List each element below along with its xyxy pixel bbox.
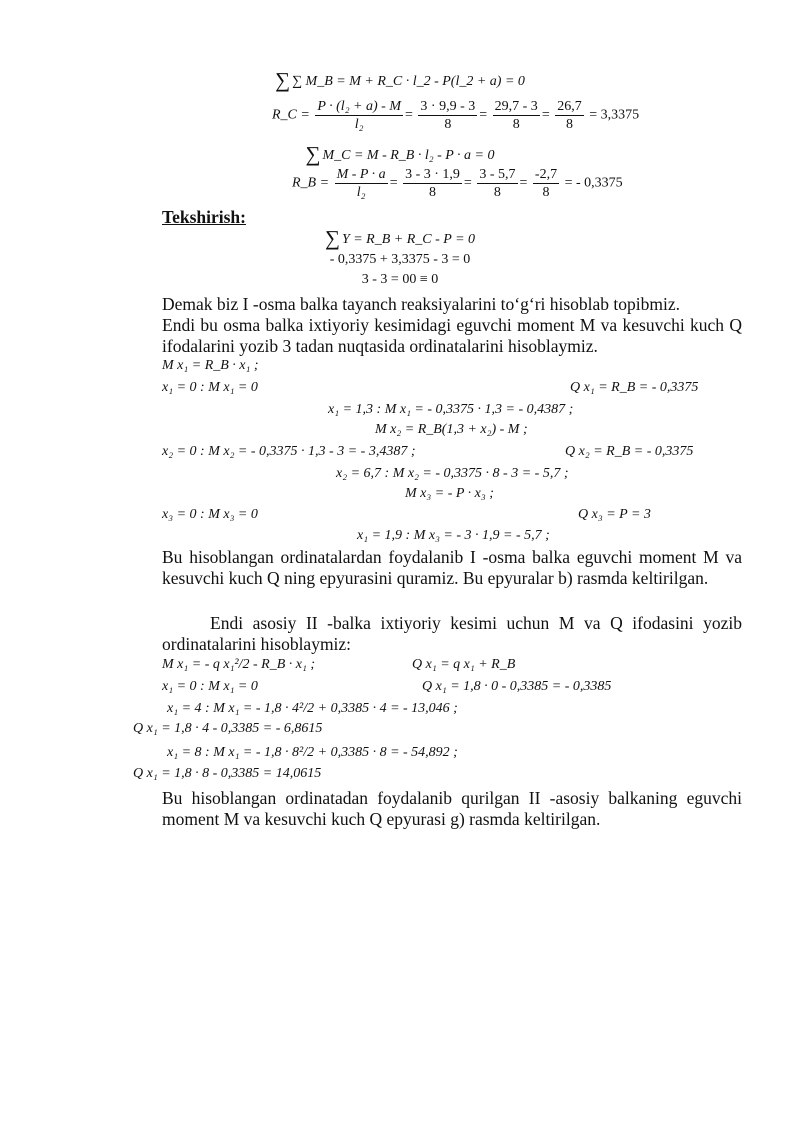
numerator: 29,7 - 3 <box>494 99 538 114</box>
ii-x1-zero-moment: x₁ = 0 : M x₁ = 0 <box>162 679 258 694</box>
mx2-definition: M x₂ = R_B(1,3 + x₂) - M ; <box>375 422 528 437</box>
rc-result: = 3,3375 <box>589 107 640 123</box>
equation-text: M_C = M - R_B · l₂ - P · a = 0 <box>322 148 495 163</box>
rb-lhs: R_B = <box>292 175 330 191</box>
denominator: 8 <box>512 117 520 132</box>
check-heading: Tekshirish: <box>162 207 246 227</box>
check-line-3: 3 - 3 = 00 ≡ 0 <box>361 272 439 287</box>
sigma-symbol: ∑ <box>275 68 291 92</box>
sigma-symbol: ∑ <box>324 226 340 250</box>
fraction <box>403 166 462 201</box>
paragraph-4: Endi asosiy II -balka ixtiyoriy kesimi uchun M va Q ifodasini yozib ordinatalarini hisoblaymiz: <box>162 613 742 654</box>
numerator: 3 - 5,7 <box>479 167 516 182</box>
denominator: l₂ <box>356 185 366 200</box>
x1-shear: Q x₁ = R_B = - 0,3375 <box>570 380 699 395</box>
denominator: 8 <box>444 117 452 132</box>
denominator: 8 <box>493 185 501 200</box>
paragraph-5: Bu hisoblangan ordinatadan foydalanib qurilgan II -asosiy balkaning eguvchi moment M va kesuvchi kuch Q epyurasi g) rasmda keltirilgan. <box>162 788 742 829</box>
numerator: P · (l₂ + a) - M <box>317 99 401 114</box>
fraction <box>418 98 477 133</box>
paragraph-1: Demak biz I -osma balka tayanch reaksiyalarini to‘g‘ri hisoblab topibmiz. <box>162 294 681 314</box>
ii-mx1-definition: M x₁ = - q x₁²/2 - R_B · x₁ ; <box>162 657 316 672</box>
x3-shear: Q x₃ = P = 3 <box>578 507 651 522</box>
equation-sum-moment-b <box>0 68 800 92</box>
denominator: 8 <box>429 185 436 200</box>
numerator: 3 - 3 · 1,9 <box>405 167 460 182</box>
mx1-definition: M x₁ = R_B · x₁ ; <box>162 358 259 373</box>
rb-result: = - 0,3375 <box>564 175 623 191</box>
fraction <box>533 166 559 201</box>
numerator: 26,7 <box>557 99 582 114</box>
ii-x1-4-moment: x₁ = 4 : M x₁ = - 1,8 · 4²/2 + 0,3385 · 4 = - 13,046 ; <box>167 701 458 716</box>
equation-rb: R_B = $\frac{M - P \cdot a}{\text{l₂}}$ = $\frac{3 - 3 \cdot 1,9}{8}$ = $\frac{3 - 5,7}{8}$ = $\frac{-2,7}{8}$ = - 0,3375 <box>292 167 623 200</box>
denominator: l₂ <box>354 117 364 132</box>
numerator: 3 · 9,9 - 3 <box>420 99 476 114</box>
mx3-definition: M x₃ = - P · x₃ ; <box>405 486 494 501</box>
denominator: 8 <box>542 185 550 200</box>
x3-moment-1-9: x₁ = 1,9 : M x₃ = - 3 · 1,9 = - 5,7 ; <box>357 528 550 543</box>
sigma-symbol: ∑ <box>305 142 321 166</box>
ii-x1-zero-shear: Q x₁ = 1,8 · 0 - 0,3385 = - 0,3385 <box>422 679 612 694</box>
check-line-1 <box>0 226 800 250</box>
fraction <box>335 166 388 201</box>
equation-text: ∑ M_B = M + R_C · l_2 - P(l_2 + a) = 0 <box>292 74 525 89</box>
paragraph-2: Endi bu osma balka ixtiyoriy kesimidagi eguvchi moment M va kesuvchi kuch Q ifodalarini yozib 3 tadan nuqtasida ordinatalarini hisoblaymiz. <box>162 315 742 356</box>
fraction <box>555 98 584 133</box>
x2-zero-moment: x₂ = 0 : M x₂ = - 0,3375 · 1,3 - 3 = - 3,4387 ; <box>162 444 416 459</box>
equation-sum-moment-c <box>0 142 800 166</box>
ii-x1-8-shear: Q x₁ = 1,8 · 8 - 0,3385 = 14,0615 <box>133 766 322 781</box>
equation-rc: R_C = $\frac{\text{P · (l₂ + a) - M}}{\text{l₂}}$ = $\frac{3 \cdot 9,9 - 3}{8}$ = $\frac{29,7 - 3}{8}$ = $\frac{26,7}{8}$ = 3,3375 <box>272 99 640 132</box>
check-line-2: - 0,3375 + 3,3375 - 3 = 0 <box>329 252 471 267</box>
x2-shear: Q x₂ = R_B = - 0,3375 <box>565 444 694 459</box>
numerator: -2,7 <box>534 167 558 182</box>
numerator: M - P · a <box>336 167 386 182</box>
fraction <box>493 98 540 133</box>
x3-zero-moment: x₃ = 0 : M x₃ = 0 <box>162 507 258 522</box>
fraction <box>315 98 403 133</box>
denominator: 8 <box>565 117 573 132</box>
equation-text: Y = R_B + R_C - P = 0 <box>341 232 476 247</box>
x2-moment-6-7: x₂ = 6,7 : M x₂ = - 0,3375 · 8 - 3 = - 5,7 ; <box>336 466 569 481</box>
x1-zero-moment: x₁ = 0 : M x₁ = 0 <box>162 380 258 395</box>
paragraph-3: Bu hisoblangan ordinatalardan foydalanib I -osma balka eguvchi moment M va kesuvchi kuch Q ning epyurasini quramiz. Bu epyuralar b) rasmda keltirilgan. <box>162 547 742 588</box>
ii-qx1-definition: Q x₁ = q x₁ + R_B <box>412 657 516 672</box>
fraction <box>477 166 517 201</box>
ii-x1-8-moment: x₁ = 8 : M x₁ = - 1,8 · 8²/2 + 0,3385 · 8 = - 54,892 ; <box>167 745 458 760</box>
x1-moment-1-3: x₁ = 1,3 : M x₁ = - 0,3375 · 1,3 = - 0,4387 ; <box>328 402 574 417</box>
ii-x1-4-shear: Q x₁ = 1,8 · 4 - 0,3385 = - 6,8615 <box>133 721 323 736</box>
rc-lhs: R_C = <box>272 107 310 123</box>
